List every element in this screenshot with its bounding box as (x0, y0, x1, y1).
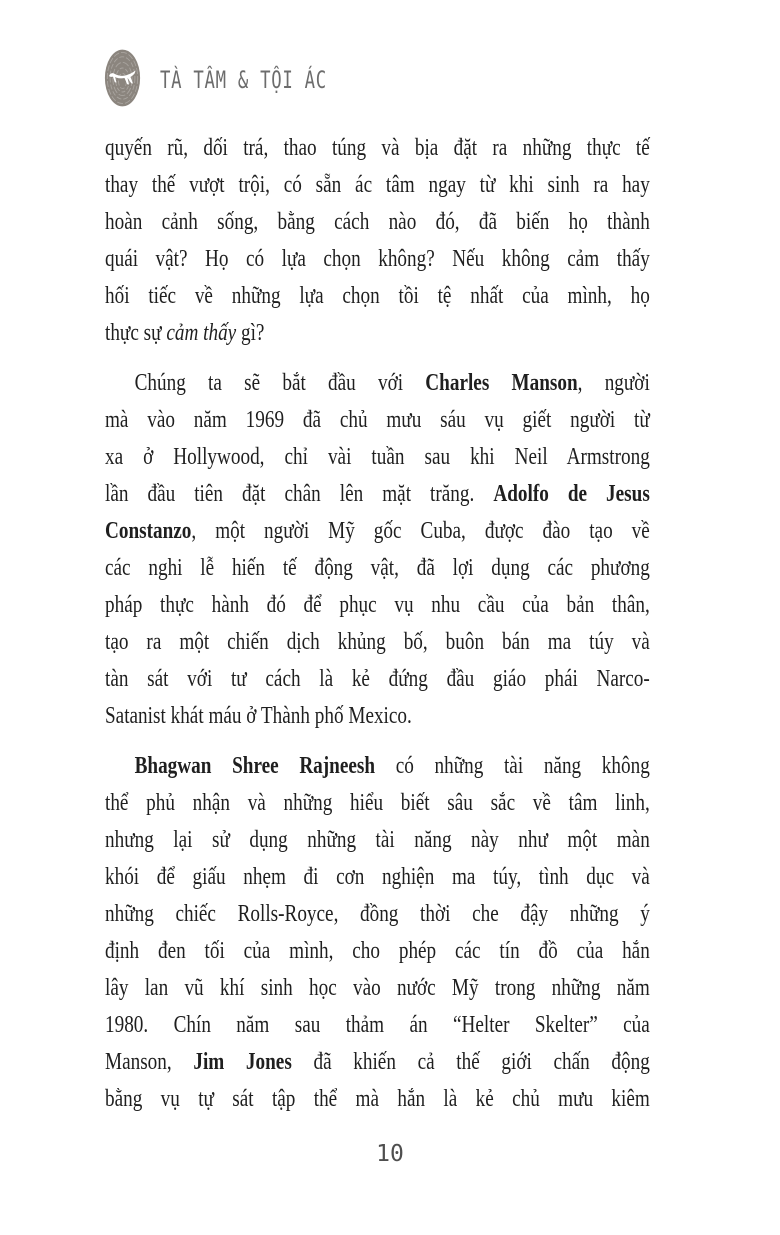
text-line (105, 1044, 650, 1081)
paragraph (105, 130, 650, 352)
text-segment: gì? (236, 320, 265, 346)
text-line (105, 130, 650, 167)
text-line (105, 550, 650, 587)
text-line (105, 748, 650, 785)
text-line (105, 1081, 650, 1118)
text-segment: Constanzo (105, 518, 192, 544)
brand-title: TÀ TÂM & TỘI ÁC (160, 66, 327, 94)
text-segment: quyến rũ, dối trá, thao túng và bịa đặt ra những thực tế (105, 135, 650, 161)
text-segment: khói để giấu nhẹm đi cơn nghiện ma túy, tình dục và (105, 864, 650, 890)
page-number: 10 (376, 1141, 404, 1167)
text-segment: xa ở Hollywood, chỉ vài tuần sau khi Neil Armstrong (105, 444, 650, 470)
text-line (105, 278, 650, 315)
text-segment: bằng vụ tự sát tập thể mà hắn là kẻ chủ mưu kiêm (105, 1086, 650, 1112)
text-segment: tạo ra một chiến dịch khủng bố, buôn bán ma túy và (105, 629, 650, 655)
text-segment: quái vật? Họ có lựa chọn không? Nếu không cảm thấy (105, 246, 650, 272)
text-line (105, 167, 650, 204)
text-segment: nhưng lại sử dụng những tài năng này như một màn (105, 827, 650, 853)
text-line (105, 587, 650, 624)
text-segment: đã khiến cả thế giới chấn động (291, 1049, 650, 1075)
text-segment: có những tài năng không (375, 753, 650, 779)
text-segment: các nghi lễ hiến tế động vật, đã lợi dụng các phương (105, 555, 650, 581)
text-line (105, 204, 650, 241)
text-line (105, 624, 650, 661)
text-segment: , một người Mỹ gốc Cuba, được đào tạo về (191, 518, 650, 544)
text-segment: thể phủ nhận và những hiểu biết sâu sắc về tâm linh, (105, 790, 650, 816)
text-segment: định đen tối của mình, cho phép các tín đồ của hắn (105, 938, 650, 964)
text-line (105, 439, 650, 476)
text-segment: thay thế vượt trội, có sẵn ác tâm ngay từ khi sinh ra hay (105, 172, 650, 198)
text-segment: lây lan vũ khí sinh học vào nước Mỹ trong những năm (105, 975, 650, 1001)
text-segment: Bhagwan Shree Rajneesh (134, 753, 376, 779)
text-line (105, 785, 650, 822)
fingerprint-deer-logo-icon (104, 49, 141, 107)
text-line (105, 476, 650, 513)
text-segment: pháp thực hành đó để phục vụ nhu cầu của bản thân, (105, 592, 650, 618)
text-segment: 1980. Chín năm sau thảm án “Helter Skelter” của (105, 1012, 650, 1038)
text-line (105, 933, 650, 970)
text-line (105, 1007, 650, 1044)
text-segment: Chúng ta sẽ bắt đầu với (134, 370, 426, 396)
text-segment: thực sự (105, 320, 167, 346)
text-segment: tàn sát với tư cách là kẻ đứng đầu giáo phái Narco- (105, 666, 650, 692)
text-segment: những chiếc Rolls-Royce, đồng thời che đậy những ý (105, 901, 650, 927)
body-text (105, 130, 650, 1118)
text-line (105, 970, 650, 1007)
text-line (105, 402, 650, 439)
paragraph (105, 748, 650, 1118)
text-segment: lần đầu tiên đặt chân lên mặt trăng. (105, 481, 494, 507)
text-segment: Adolfo de Jesus (493, 481, 650, 507)
text-segment: hối tiếc về những lựa chọn tồi tệ nhất của mình, họ (105, 283, 650, 309)
text-line (105, 241, 650, 278)
text-line (105, 315, 650, 352)
text-segment: Jim Jones (193, 1049, 292, 1075)
text-line (105, 896, 650, 933)
text-segment: cảm thấy (166, 320, 237, 346)
text-line (105, 698, 650, 735)
text-segment: Manson, (105, 1049, 194, 1075)
text-segment: Charles Manson (425, 370, 578, 396)
text-segment: mà vào năm 1969 đã chủ mưu sáu vụ giết người từ (105, 407, 650, 433)
text-line (105, 822, 650, 859)
text-line (105, 661, 650, 698)
text-segment: hoàn cảnh sống, bằng cách nào đó, đã biến họ thành (105, 209, 650, 235)
text-segment: , người (577, 370, 650, 396)
text-segment: Satanist khát máu ở Thành phố Mexico. (105, 703, 412, 729)
paragraph (105, 365, 650, 735)
text-line (105, 365, 650, 402)
text-line (105, 859, 650, 896)
text-line (105, 513, 650, 550)
